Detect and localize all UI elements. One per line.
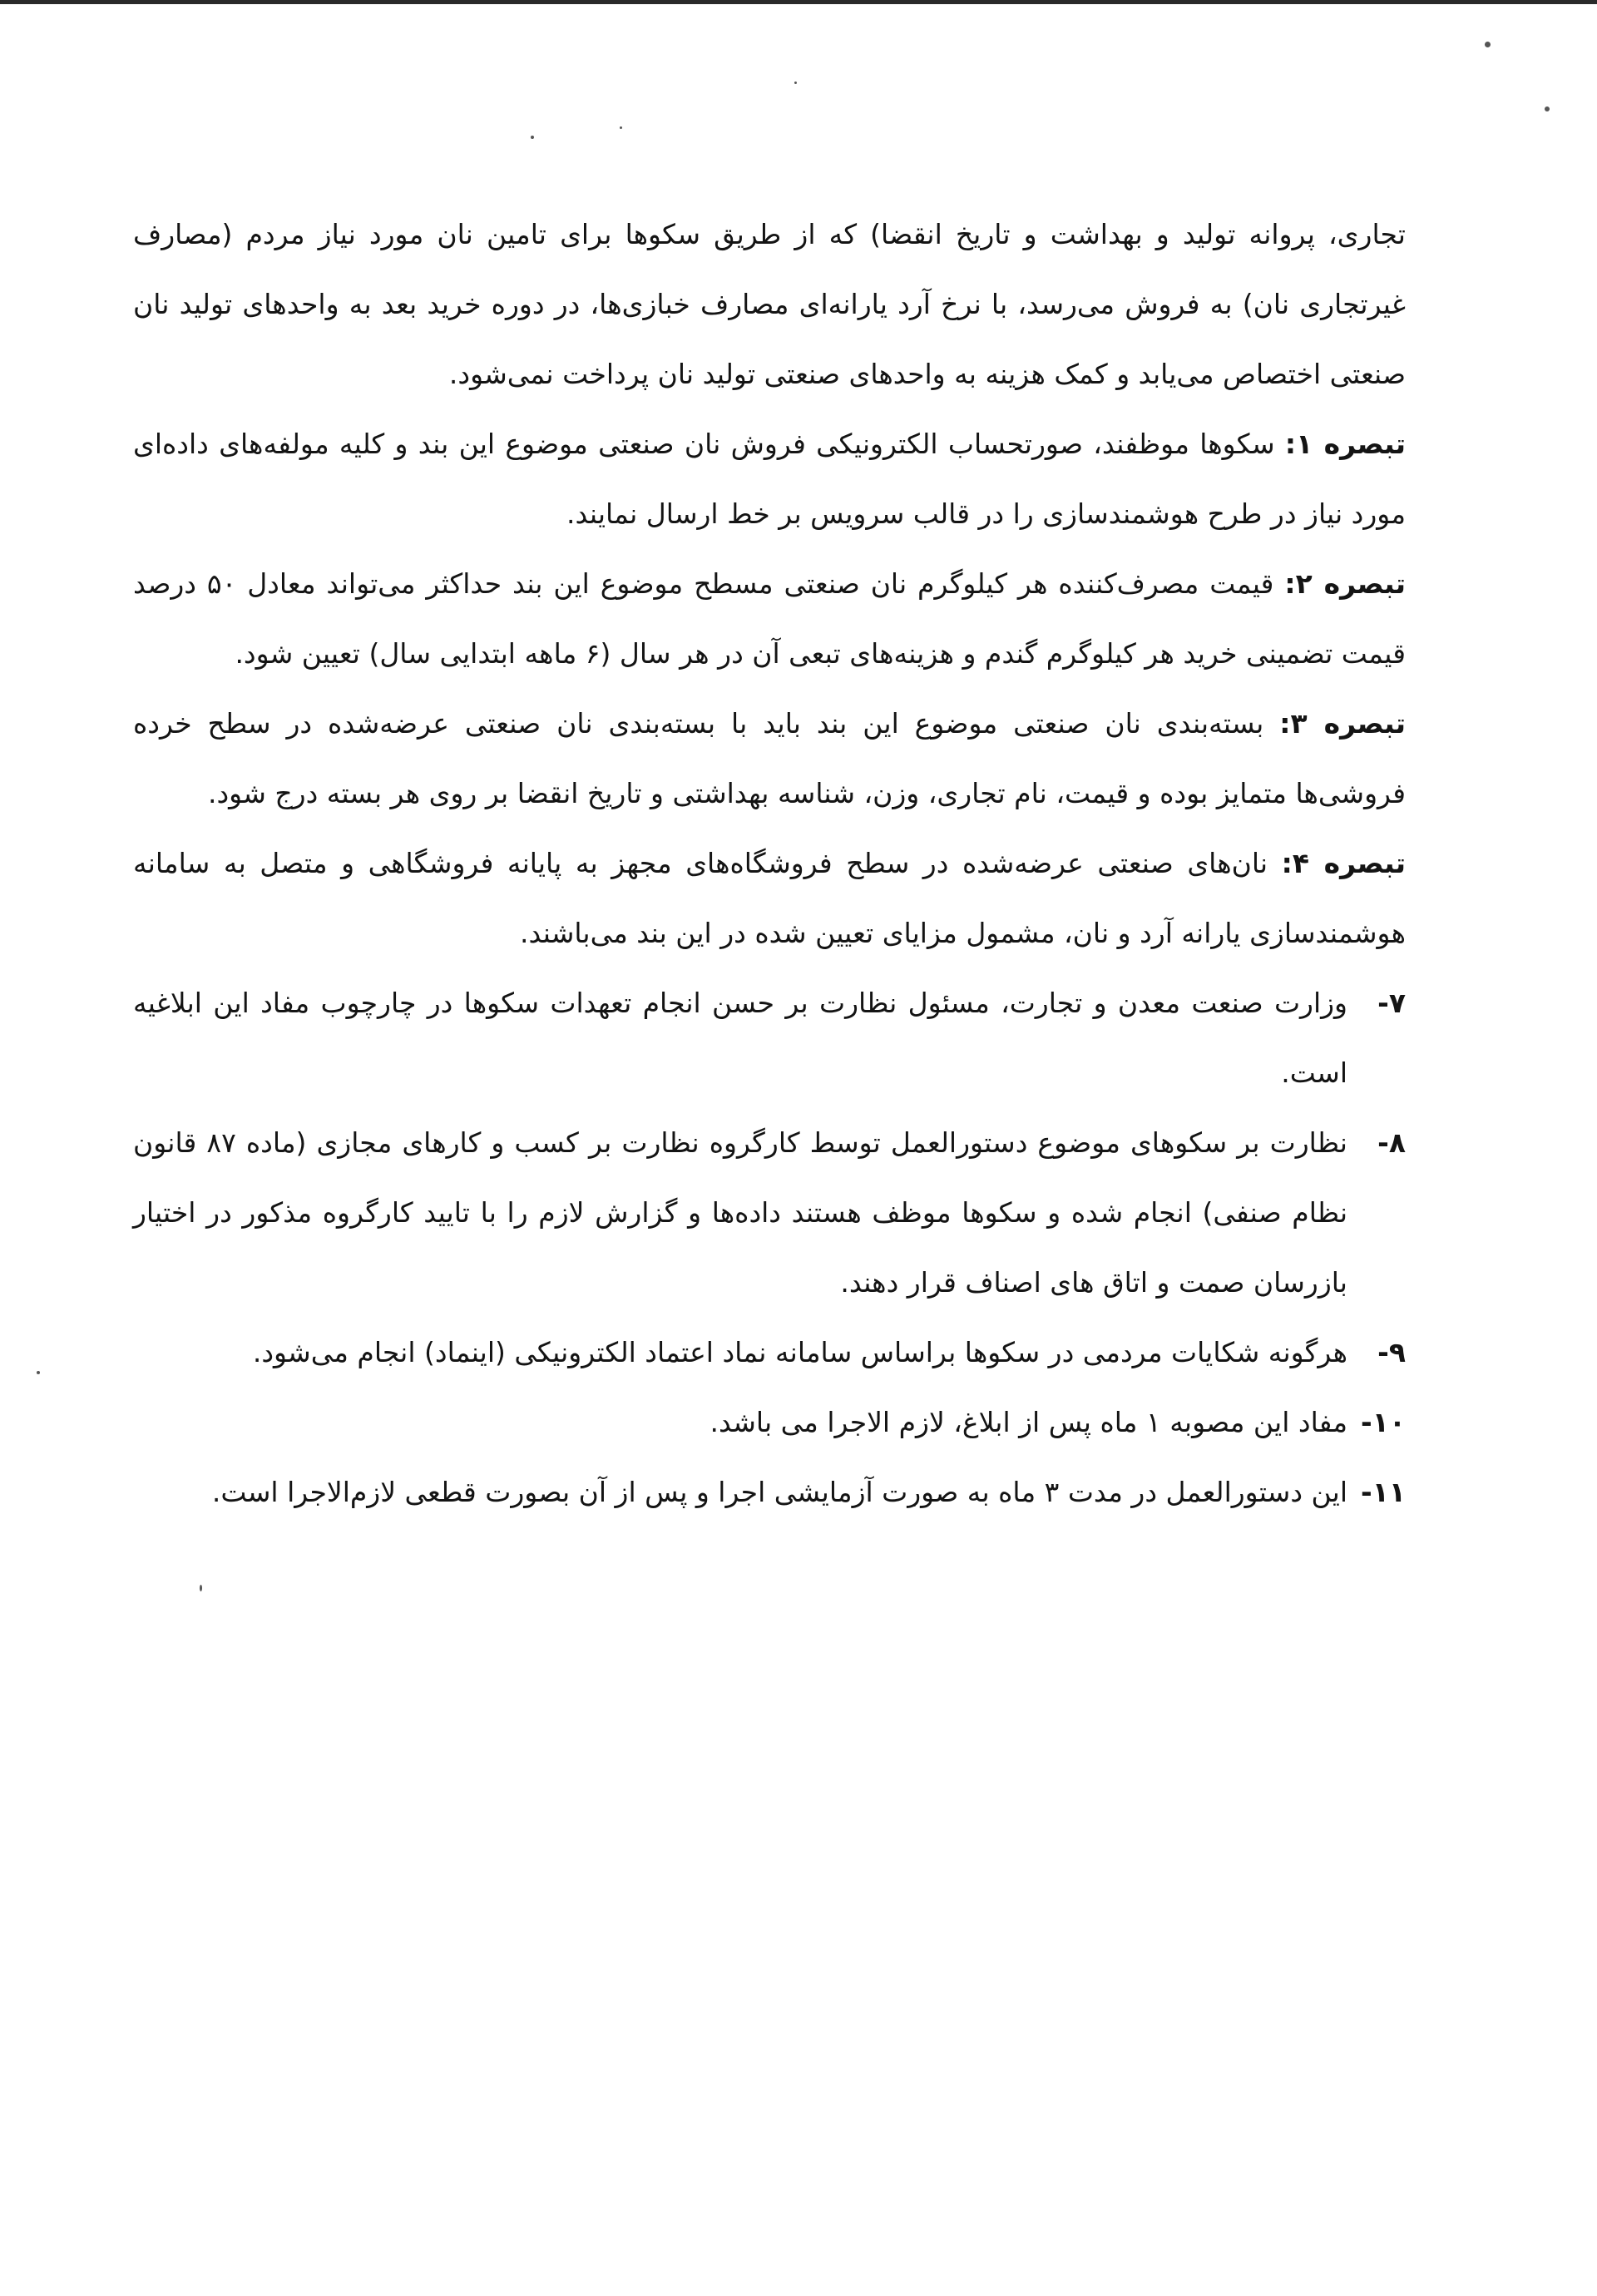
note-4	[133, 829, 1406, 968]
item-8-number: ۸-	[1377, 1126, 1406, 1159]
item-11-text: این دستورالعمل در مدت ۳ ماه به صورت آزمایشی اجرا و پس از آن بصورت قطعی لازم‌الاجرا است.	[211, 1476, 1347, 1508]
item-10-number: ۱۰-	[1361, 1406, 1406, 1438]
note-4-label: تبصره ۴:	[1281, 847, 1406, 879]
list-item-10	[133, 1388, 1406, 1457]
note-2-label: تبصره ۲:	[1284, 567, 1406, 600]
item-7-number: ۷-	[1377, 987, 1406, 1019]
intro-paragraph: تجاری، پروانه تولید و بهداشت و تاریخ انقضا) که از طریق سکوها برای تامین نان مورد نیاز مردم (مصارف غیرتجاری نان) به فروش می‌رسد، با نرخ آرد یارانه‌ای مصارف خبازی‌ها، در دوره خرید بعد به واحدهای تولید نان صنعتی اختصاص می‌یابد و کمک هزینه به واحدهای صنعتی تولید نان پرداخت نمی‌شود.	[133, 218, 1406, 390]
item-9-text: هرگونه شکایات مردمی در سکوها براساس سامانه نماد اعتماد الکترونیکی (اینماد) انجام می‌شود.	[252, 1336, 1347, 1368]
list-item-8	[133, 1108, 1406, 1318]
letter-body	[133, 200, 1406, 1527]
note-4-text: نان‌های صنعتی عرضه‌شده در سطح فروشگاه‌های مجهز به پایانه فروشگاهی و متصل به سامانه هوشمندسازی یارانه آرد و نان، مشمول مزایای تعیین شده در این بند می‌باشند.	[133, 847, 1406, 949]
scan-speck	[1545, 106, 1550, 111]
scan-speck	[620, 126, 622, 129]
list-item-11	[133, 1457, 1406, 1527]
item-9-number: ۹-	[1377, 1336, 1406, 1368]
list-item-9	[133, 1318, 1406, 1388]
note-2-text: قیمت مصرف‌کننده هر کیلوگرم نان صنعتی مسطح موضوع این بند حداکثر می‌تواند معادل ۵۰ درصد قیمت تضمینی خرید هر کیلوگرم گندم و هزینه‌های تبعی آن در هر سال (۶ ماهه ابتدایی سال) تعیین شود.	[133, 567, 1406, 670]
scan-speck	[794, 82, 797, 84]
item-7-text: وزارت صنعت معدن و تجارت، مسئول نظارت بر حسن انجام تعهدات سکوها در چارچوب مفاد این ابلاغیه است.	[133, 987, 1347, 1089]
item-11-number: ۱۱-	[1361, 1476, 1406, 1508]
list-item-7	[133, 968, 1406, 1108]
scan-top-edge	[0, 0, 1597, 4]
note-2	[133, 549, 1406, 689]
note-3-text: بسته‌بندی نان صنعتی موضوع این بند باید با بسته‌بندی نان صنعتی عرضه‌شده در سطح خرده فروشی‌ها متمایز بوده و قیمت، نام تجاری، وزن، شناسه بهداشتی و تاریخ انقضا بر روی هر بسته درج شود.	[133, 707, 1406, 809]
note-1-text: سکوها موظفند، صورتحساب الکترونیکی فروش نان صنعتی موضوع این بند و کلیه مولفه‌های داده‌ای مورد نیاز در طرح هوشمندسازی را در قالب سرویس بر خط ارسال نمایند.	[133, 428, 1406, 530]
note-1	[133, 409, 1406, 549]
item-8-text: نظارت بر سکوهای موضوع دستورالعمل توسط کارگروه نظارت بر کسب و کارهای مجازی (ماده ۸۷ قانون نظام صنفی) انجام شده و سکوها موظف هستند داده‌ها و گزارش لازم را با تایید کارگروه مذکور در اختیار بازرسان صمت و اتاق های اصناف قرار دهند.	[133, 1126, 1347, 1299]
scan-speck	[37, 1371, 40, 1374]
item-10-text: مفاد این مصوبه ۱ ماه پس از ابلاغ، لازم الاجرا می باشد.	[710, 1406, 1347, 1438]
note-3	[133, 689, 1406, 829]
note-3-label: تبصره ۳:	[1279, 707, 1406, 740]
scan-speck	[531, 136, 534, 139]
note-1-label: تبصره ۱:	[1284, 428, 1406, 460]
scan-speck	[1485, 42, 1491, 47]
scan-speck	[200, 1585, 202, 1591]
